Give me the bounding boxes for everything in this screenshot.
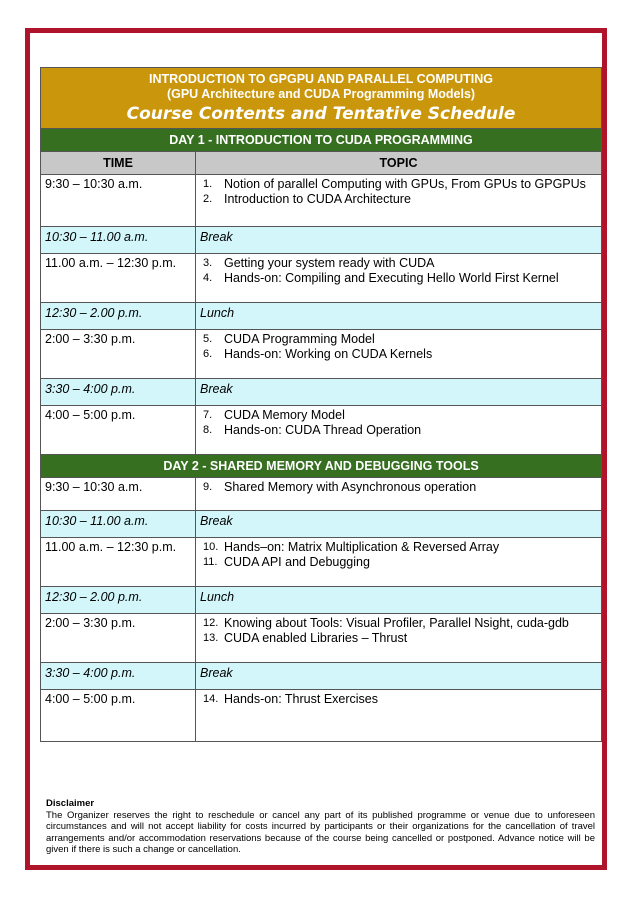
topic-text: CUDA API and Debugging: [224, 555, 370, 569]
session-time: 11.00 a.m. – 12:30 p.m.: [41, 254, 196, 303]
topic-item: [200, 692, 593, 707]
title-block: [41, 68, 602, 129]
session-time: 2:00 – 3:30 p.m.: [41, 330, 196, 379]
topic-item: [200, 271, 593, 286]
disclaimer: [46, 798, 595, 856]
session-row: [41, 175, 602, 227]
topic-text: CUDA enabled Libraries – Thrust: [224, 631, 408, 645]
topic-number: 6.: [203, 348, 213, 360]
topic-number: 12.: [203, 617, 219, 629]
break-row: [41, 227, 602, 254]
topic-number: 1.: [203, 178, 213, 190]
session-topics: [196, 330, 602, 379]
session-time: 11.00 a.m. – 12:30 p.m.: [41, 538, 196, 587]
session-topics: [196, 478, 602, 511]
topic-item: [200, 177, 593, 192]
topic-number: 4.: [203, 272, 213, 284]
session-time: 9:30 – 10:30 a.m.: [41, 478, 196, 511]
topic-text: Knowing about Tools: Visual Profiler, Parallel Nsight, cuda-gdb: [224, 616, 569, 630]
day2-title: DAY 2 - SHARED MEMORY AND DEBUGGING TOOLS: [41, 455, 602, 478]
topic-number: 2.: [203, 193, 213, 205]
session-time: 4:00 – 5:00 p.m.: [41, 406, 196, 455]
session-time: 3:30 – 4:00 p.m.: [41, 379, 196, 406]
schedule-heading: Course Contents and Tentative Schedule: [126, 104, 516, 124]
break-label: Break: [196, 379, 602, 406]
topic-number: 11.: [203, 556, 218, 568]
break-row: [41, 379, 602, 406]
day2-header: [41, 455, 602, 478]
course-title: INTRODUCTION TO GPGPU AND PARALLEL COMPUTING: [149, 72, 493, 86]
topic-item: [200, 256, 593, 271]
session-topics: [196, 406, 602, 455]
schedule-table: [40, 67, 602, 742]
topic-item: [200, 192, 593, 207]
session-time: 2:00 – 3:30 p.m.: [41, 614, 196, 663]
time-column-header: TIME: [41, 152, 196, 175]
topic-item: [200, 480, 593, 495]
break-row: [41, 511, 602, 538]
break-label: Break: [196, 663, 602, 690]
session-row: [41, 406, 602, 455]
break-label: Lunch: [196, 587, 602, 614]
topic-text: Getting your system ready with CUDA: [224, 256, 435, 270]
session-row: [41, 478, 602, 511]
session-row: [41, 254, 602, 303]
session-row: [41, 614, 602, 663]
break-row: [41, 663, 602, 690]
topic-number: 8.: [203, 424, 213, 436]
topic-text: Shared Memory with Asynchronous operation: [224, 480, 477, 494]
session-row: [41, 690, 602, 742]
session-topics: [196, 690, 602, 742]
break-label: Break: [196, 227, 602, 254]
topic-text: Hands-on: Compiling and Executing Hello World First Kernel: [224, 271, 559, 285]
topic-item: [200, 332, 593, 347]
topic-number: 13.: [203, 632, 219, 644]
disclaimer-heading: Disclaimer: [46, 798, 95, 809]
session-topics: [196, 614, 602, 663]
topic-text: Hands-on: Thrust Exercises: [224, 692, 378, 706]
session-time: 3:30 – 4:00 p.m.: [41, 663, 196, 690]
topic-item: [200, 555, 593, 570]
topic-item: [200, 347, 593, 362]
topic-text: Hands-on: CUDA Thread Operation: [224, 423, 422, 437]
topic-item: [200, 540, 593, 555]
session-row: [41, 330, 602, 379]
session-time: 12:30 – 2.00 p.m.: [41, 587, 196, 614]
break-label: Lunch: [196, 303, 602, 330]
topic-item: [200, 408, 593, 423]
day1-title: DAY 1 - INTRODUCTION TO CUDA PROGRAMMING: [41, 129, 602, 152]
topic-text: CUDA Programming Model: [224, 332, 375, 346]
session-time: 10:30 – 11.00 a.m.: [41, 511, 196, 538]
break-row: [41, 303, 602, 330]
topic-number: 14.: [203, 693, 219, 705]
topic-item: [200, 631, 593, 646]
day1-header: [41, 129, 602, 152]
topic-text: CUDA Memory Model: [224, 408, 345, 422]
course-subtitle: (GPU Architecture and CUDA Programming Models): [166, 87, 476, 101]
session-time: 4:00 – 5:00 p.m.: [41, 690, 196, 742]
topic-number: 10.: [203, 541, 219, 553]
topic-number: 3.: [203, 257, 213, 269]
break-row: [41, 587, 602, 614]
session-row: [41, 538, 602, 587]
session-time: 9:30 – 10:30 a.m.: [41, 175, 196, 227]
session-topics: [196, 254, 602, 303]
topic-column-header: TOPIC: [196, 152, 602, 175]
topic-text: Hands–on: Matrix Multiplication & Reversed Array: [224, 540, 500, 554]
topic-number: 9.: [203, 481, 213, 493]
session-time: 12:30 – 2.00 p.m.: [41, 303, 196, 330]
topic-number: 5.: [203, 333, 213, 345]
session-topics: [196, 538, 602, 587]
session-topics: [196, 175, 602, 227]
topic-text: Introduction to CUDA Architecture: [224, 192, 411, 206]
disclaimer-text: The Organizer reserves the right to reschedule or cancel any part of its published programme or venue due to unforeseen circumstances and will not accept liability for costs incurred by participants or their organizations for the cancellation of travel arrangements and/or accommodation reservations because of the course being cancelled or postponed. Advance notice will be given if there is such a change or cancellation.: [46, 809, 595, 855]
topic-text: Hands-on: Working on CUDA Kernels: [224, 347, 433, 361]
column-header-row: [41, 152, 602, 175]
topic-number: 7.: [203, 409, 213, 421]
topic-item: [200, 423, 593, 438]
topic-text: Notion of parallel Computing with GPUs, From GPUs to GPGPUs: [224, 177, 586, 191]
topic-item: [200, 616, 593, 631]
break-label: Break: [196, 511, 602, 538]
session-time: 10:30 – 11.00 a.m.: [41, 227, 196, 254]
